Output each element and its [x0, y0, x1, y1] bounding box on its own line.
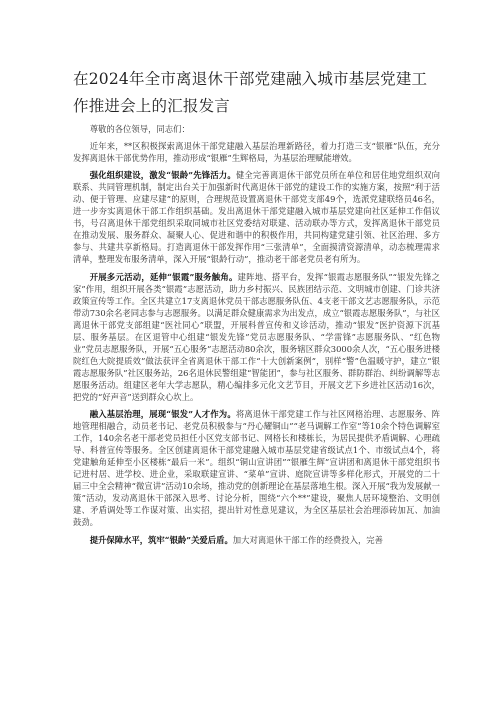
document-title	[73, 66, 443, 120]
section-heading-4: 提升保障水平，筑牢“银龄”关爱后盾。	[89, 534, 233, 545]
document-body	[73, 123, 440, 546]
section-paragraph-2	[73, 271, 440, 404]
section-paragraph-4	[73, 534, 440, 546]
section-text-2: 建阵地、搭平台，发挥“银霞志愿服务队”“银发先锋之家”作用，组织开展各类“银霞”志愿活动，助力乡村振兴、民族团结示范、文明城市创建、门诊共济政策宣传等工作。全区共建立17支离退休党员干部志愿服务队伍、4支老干部文艺志愿服务队，示范带动730余名老同志参与志愿服务。以满足群众健康需求为出发点，成立“银霞志愿服务队”，与社区离退休干部党支部组建“医社同心”联盟，开展科普宣传和义诊活动，推动“银发”医护资源下沉基层、服务基层。在区退管中心组建“银发先锋”党员志愿服务队、“学雷锋”志愿服务队、“红色物业”党员志愿服务队，开展“五心服务”志愿活动80余次，服务辖区群众3000余人次，“五心服务进楼院红色大院提质效”做法获评全省离退休干部工作“十大创新案例”，别样“警”色温暖守护，建立“银霞志愿服务队”社区服务站，26名退休民警组建“智能团”，参与社区服务、群防群治、纠纷调解等志愿服务活动。组建区老年大学志愿队，精心编排多元化文艺节目，开展文艺下乡进社区活动16次，把党的“好声音”送到群众心坎上。	[73, 271, 440, 402]
section-paragraph-1	[73, 169, 440, 265]
salutation: 尊敬的各位领导，同志们：	[89, 124, 190, 134]
section-text-1: 健全完善离退休干部党员所在单位和居住地党组织双向联系、共同管理机制，制定出台关于加强新时代离退休干部党的建设工作的实施方案，按照“利于活动、便于管理、应建尽建”的原则，合理规范设置离退休干部党支部49个，选派党建联络员46名，进一步夯实离退休干部工作组织基础。发出离退休干部党建融入城市基层党建向社区延伸工作倡议书，号召离退休干部党组织采取同城市社区党委结对联建、活动联办等方式，发挥离退休干部党员在推动发展、服务群众、凝聚人心、促进和谐中的积极作用，共同构建党建引领、社区治理、多方参与、共建共享新格局。打造离退休干部发挥作用“三张清单”，全面摸清资源清单，动态梳理需求清单，整理发布服务清单，深入开展“银龄行动”，推动老干部老党员老有所为。	[73, 170, 440, 265]
title-line-2: 作推进会上的汇报发言	[73, 97, 231, 115]
section-text-4: 加大对离退休干部工作的经费投入，完善	[232, 534, 383, 545]
section-paragraph-3	[73, 408, 440, 528]
section-heading-1: 强化组织建设，激发“银龄”先锋活力。	[89, 170, 236, 181]
section-heading-3: 融入基层治理，展现“银发”人才作为。	[89, 409, 236, 420]
intro-paragraph: 近年来，**区积极探索离退休干部党建融入基层治理新路径，着力打造三支“银雁”队伍，充分发挥离退休干部优势作用，推动形成“银雁”生辉格局，为基层治理赋能增效。	[73, 141, 440, 164]
section-heading-2: 开展多元活动，延伸“银霞”服务触角。	[89, 271, 238, 282]
title-line-1: 在2024年全市离退休干部党建融入城市基层党建工	[73, 70, 428, 88]
section-text-3: 将离退休干部党建工作与社区网格治理、志愿服务、阵地管理相融合，动员老书记、老党员积极参与“丹心耀铜山”“老马调解工作室”等10余个特色调解室工作，140余名老干部老党员担任小区党支部书记、网格长和楼栋长，为居民提供矛盾调解、心理疏导、科普宣传等服务。全区创建离退休干部党建融入城市基层党建省级试点1个、市级试点4个，将党建触角延伸至小区楼栋“最后一米”。组织“铜山宣讲团”“银雁生辉”宣讲团和离退休干部党组织书记进村居、进学校、进企业，采取联建宣讲、“菜单”宣讲、庭院宣讲等多样化形式，开展党的二十届三中全会精神“微宣讲”活动10余场，推动党的创新理论在基层落地生根。深入开展“我为发展献一策”活动，发动离退休干部深入思考、讨论分析，围绕“六个**”建设，聚焦人居环境整治、文明创建、矛盾调处等工作谋对策、出实招，提出针对性意见建议，为全区基层社会治理添砖加瓦、加油鼓劲。	[73, 409, 440, 528]
